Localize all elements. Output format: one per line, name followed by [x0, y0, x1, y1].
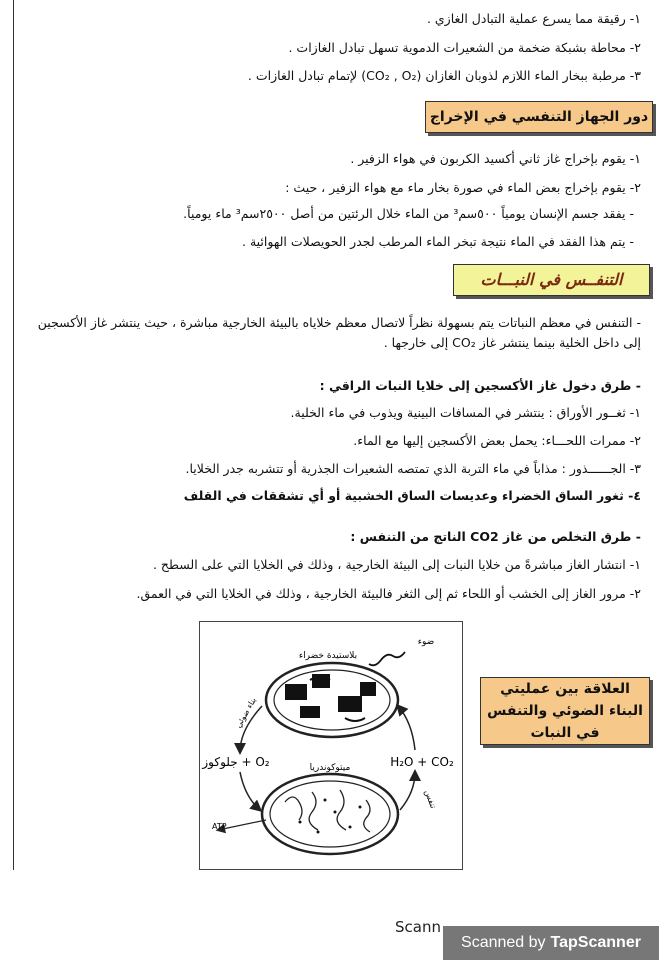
cycle-illustration	[200, 622, 462, 869]
mitochondria-label: ميتوكوندريا	[309, 763, 351, 773]
margin-line	[13, 0, 14, 870]
light-wave	[369, 652, 405, 665]
co2-heading: - طرق التخلص من غاز CO2 الناتج من التنفس :	[350, 529, 641, 544]
excretion-title: دور الجهاز التنفسي في الإخراج	[425, 101, 653, 133]
mitochondrion-shape	[262, 774, 398, 854]
excretion-sub-1: - يفقد جسم الإنسان يومياً ٥٠٠سم³ من الماء خلال الرئتين من أصل ٢٥٠٠سم³ ماء يومياً.	[183, 206, 634, 221]
chloroplast-shape	[266, 663, 398, 737]
condition-2: ٢- محاطة بشبكة ضخمة من الشعيرات الدموية تسهل تبادل الغازات .	[288, 40, 641, 55]
plant-intro: - التنفس في معظم النباتات يتم بسهولة نظراً لاتصال معظم خلاياه بالبيئة الخارجية مباشرة ، حيث ينتشر غاز الأكسجين إلى داخل الخلية بينما ينتشر غاز CO₂ إلى خارجها .	[37, 315, 641, 350]
oxygen-heading: - طرق دخول غاز الأكسجين إلى خلايا النبات الراقي :	[319, 378, 641, 393]
scanner-watermark	[443, 926, 659, 960]
left-formula: O₂ + جلوكوز	[202, 755, 270, 769]
excretion-item-1: ١- يقوم بإخراج غاز ثاني أكسيد الكربون في هواء الزفير .	[350, 151, 641, 166]
excretion-sub-2: - يتم هذا الفقد في الماء نتيجة تبخر الماء المرطب لجدر الحويصلات الهوائية .	[242, 234, 634, 249]
respiration-label: تنفس	[422, 788, 438, 810]
photosynthesis-label: بناء ضوئي	[233, 696, 259, 730]
scanner-brand: TapScanner	[550, 934, 641, 951]
right-formula: H₂O + CO₂	[390, 755, 454, 769]
oxygen-item-2: ٢- ممرات اللحـــاء: يحمل بعض الأكسجين إليها مع الماء.	[353, 433, 641, 448]
co2-item-1: ١- انتشار الغاز مباشرةً من خلايا النبات إلى البيئة الخارجية ، وذلك في الخلايا التي على السطح .	[152, 557, 641, 572]
photosynthesis-respiration-diagram	[199, 621, 463, 870]
condition-3: ٣- مرطبة ببخار الماء اللازم لذوبان الغازان (CO₂ , O₂) لإتمام تبادل الغازات .	[247, 68, 641, 83]
oxygen-item-4: ٤- ثغور الساق الخضراء وعديسات الساق الخشبية أو أي تشققات في القلف	[183, 488, 641, 503]
diagram-side-title: العلاقة بين عمليتي البناء الضوئي والتنفس في النبات	[480, 677, 650, 745]
condition-1: ١- رقيقة مما يسرع عملية التبادل الغازي .	[426, 11, 641, 26]
scanned-by-label: Scanned by	[461, 934, 546, 951]
atp-label: ATP	[212, 822, 227, 831]
oxygen-item-1: ١- ثغــور الأوراق : ينتشر في المسافات البينية ويذوب في ماء الخلية.	[290, 405, 641, 420]
oxygen-item-3: ٣- الجــــــذور : مذاباً في ماء التربة الذي تمتصه الشعيرات الجذرية أو تتشربه جدر الخلايا.	[185, 461, 641, 476]
light-label: ضوء	[417, 637, 435, 647]
excretion-item-2: ٢- يقوم بإخراج بعض الماء في صورة بخار ماء مع هواء الزفير ، حيث :	[285, 180, 641, 195]
scan-text: Scann	[395, 918, 441, 936]
chloroplast-label: بلاستيدة خضراء	[298, 651, 358, 661]
co2-item-2: ٢- مرور الغاز إلى الخشب أو اللحاء ثم إلى الثغر فالبيئة الخارجية ، وذلك في الخلايا التي في العمق.	[136, 586, 641, 601]
plant-title: التنفــس في النبـــات	[453, 264, 650, 296]
